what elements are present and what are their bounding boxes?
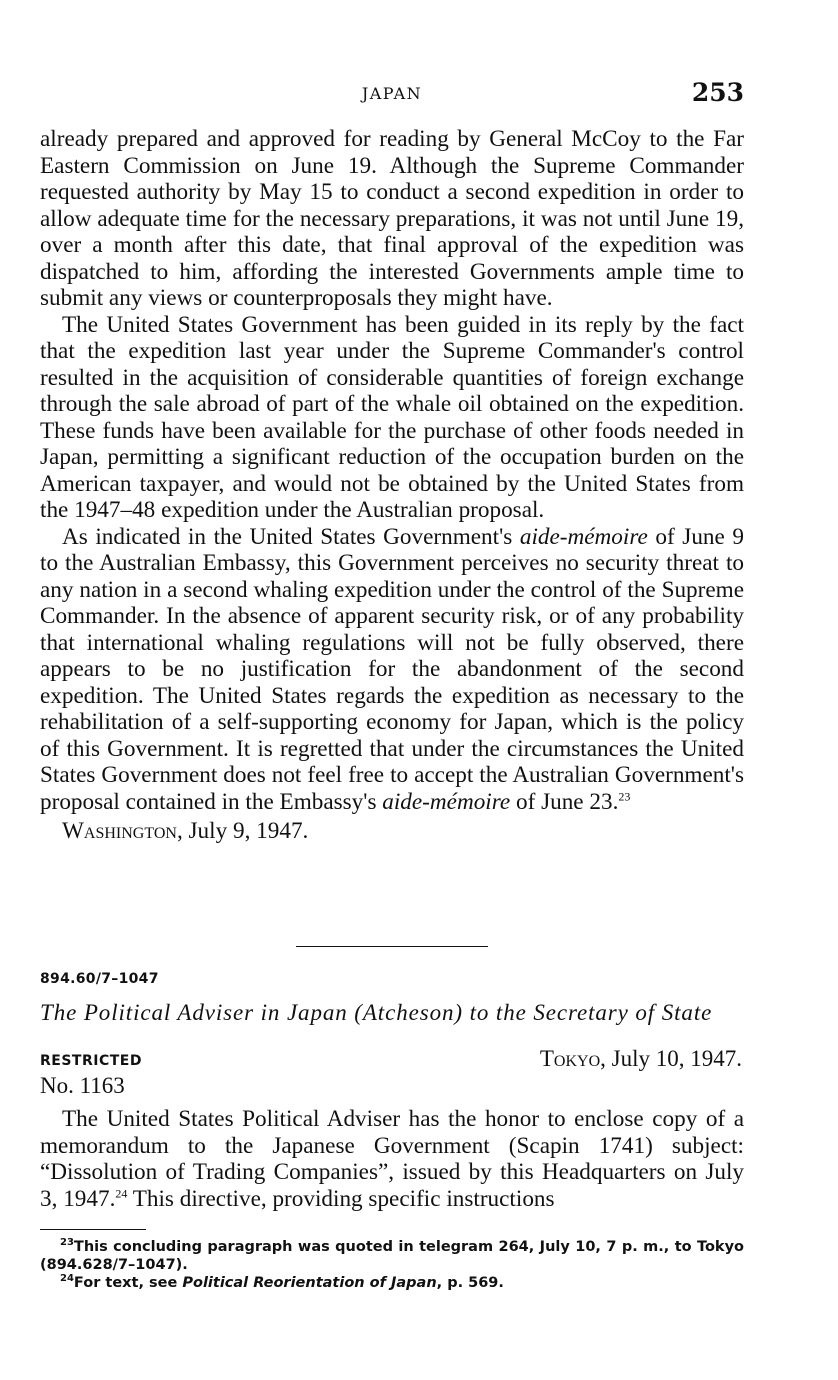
- footnotes: [40, 1238, 744, 1292]
- section-divider: [296, 946, 488, 947]
- body-text: [40, 126, 744, 845]
- running-head: [40, 80, 744, 110]
- file-number: 894.60/7–1047: [40, 971, 159, 987]
- running-title: JAPAN: [361, 84, 423, 103]
- footnote-24: $^{24}$For text, see Political Reorientation of Japan, p. 569.: [60, 1273, 504, 1291]
- paragraph-continuation: already prepared and approved for reading by General McCoy to the Far Eastern Commission on June 19. Although the Supreme Commander requested authority by May 15 to conduct a second expedition in order to allow adequate time for the necessary preparations, it was not until June 19, over a month after this date, that final approval of the expedition was dispatched to him, affording the interested Governments ample time to submit any views or counterproposals they might have.: [40, 126, 744, 311]
- signature-date: , July 9, 1947.: [176, 818, 309, 844]
- footnote-ref-24[interactable]: 24: [115, 1185, 128, 1200]
- signature-place: Washington: [62, 818, 177, 844]
- paragraph-enclosure: The United States Political Adviser has the honor to enclose copy of a memorandum to the Japanese Government (Scapin 1741) subject: “Dissolution of Trading Companies”, issued by this Headquarters on July 3, 1947.24 This directive, providing specific instructions: [40, 1106, 744, 1212]
- footnote-23: $^{23}$This concluding paragraph was quoted in telegram 264, July 10, 7 p. m., to Tokyo (894.628/7–1047).: [40, 1237, 744, 1273]
- classification-label: RESTRICTED: [40, 1053, 142, 1069]
- document-number: No. 1163: [40, 1073, 125, 1098]
- document-heading: The Political Adviser in Japan (Atcheson) to the Secretary of State: [40, 1000, 713, 1025]
- signature-line: [62, 818, 744, 845]
- place-date: [540, 1046, 742, 1072]
- page-number: 253: [691, 78, 744, 107]
- footnote-divider: [40, 1229, 146, 1230]
- document-body: [40, 1106, 744, 1212]
- paragraph-reply: The United States Government has been guided in its reply by the fact that the expedition last year under the Supreme Commander's control resulted in the acquisition of considerable quantities of foreign exchange through the sale abroad of part of the whale oil obtained on the expedition. These funds have been available for the purchase of other foods needed in Japan, permitting a significant reduction of the occupation burden on the American taxpayer, and would not be obtained by the United States from the 1947–48 expedition under the Australian proposal.: [40, 311, 744, 523]
- paragraph-security: As indicated in the United States Government's aide-mémoire of June 9 to the Australian Embassy, this Government perceives no security threat to any nation in a second whaling expedition under the control of the Supreme Commander. In the absence of apparent security risk, or of any probability that international whaling regulations will not be fully observed, there appears to be no justification for the abandonment of the second expedition. The United States regards the expedition as necessary to the rehabilitation of a self-supporting economy for Japan, which is the policy of this Government. It is regretted that under the circumstances the United States Government does not feel free to accept the Australian Government's proposal contained in the Embassy's aide-mémoire of June 23.23: [40, 523, 744, 815]
- footnote-ref-23[interactable]: 23: [618, 788, 631, 803]
- dateline-place: Tokyo: [539, 1046, 601, 1071]
- dateline-date: , July 10, 1947.: [600, 1046, 742, 1071]
